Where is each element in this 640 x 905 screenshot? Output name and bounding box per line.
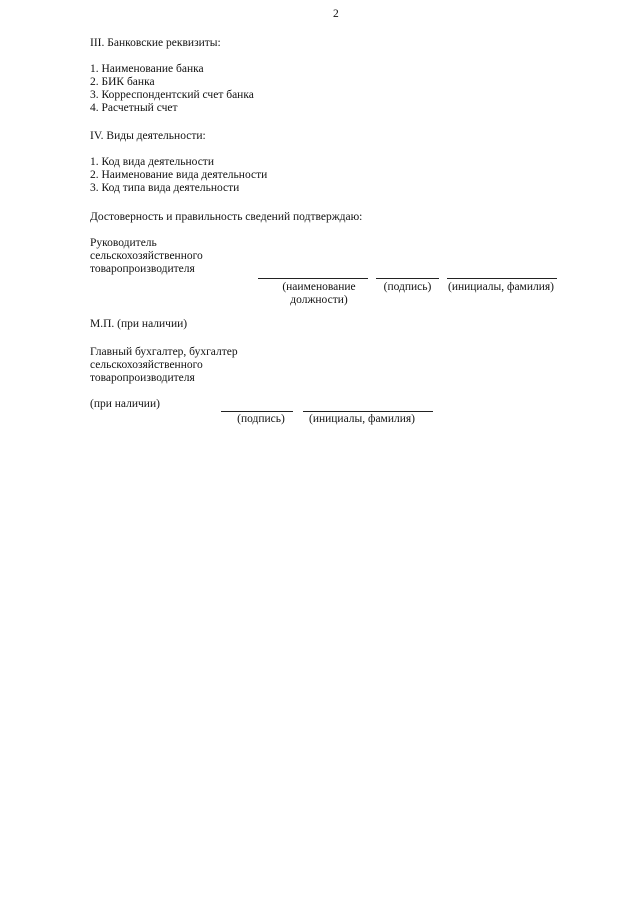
section3-item: 2. БИК банка [90,76,155,88]
accountant-label: сельскохозяйственного [90,359,203,371]
accountant-label: Главный бухгалтер, бухгалтер [90,346,238,358]
accountant-signature-caption: (подпись) [237,413,285,425]
section3-item: 4. Расчетный счет [90,102,178,114]
head-signature-line [376,278,439,279]
section4-item: 1. Код вида деятельности [90,156,214,168]
stamp-label: М.П. (при наличии) [90,318,188,330]
section4-heading: IV. Виды деятельности: [90,130,206,142]
head-signature-caption: (подпись) [383,281,432,293]
accountant-name-line [303,411,433,412]
accountant-label: товаропроизводителя [90,372,195,384]
head-name-caption: (инициалы, фамилия) [447,281,555,293]
head-label: сельскохозяйственного [90,250,203,262]
accountant-signature-line [221,411,293,412]
section3-heading: III. Банковские реквизиты: [90,37,221,49]
head-position-line [258,278,368,279]
page-number: 2 [333,8,339,20]
head-position-caption: (наименование [282,281,356,293]
section3-item: 3. Корреспондентский счет банка [90,89,254,101]
section4-item: 2. Наименование вида деятельности [90,169,268,181]
accountant-label: (при наличии) [90,398,160,410]
accountant-name-caption: (инициалы, фамилия) [308,413,416,425]
section4-item: 3. Код типа вида деятельности [90,182,240,194]
head-label: товаропроизводителя [90,263,195,275]
head-name-line [447,278,557,279]
head-label: Руководитель [90,237,157,249]
confirmation-text: Достоверность и правильность сведений подтверждаю: [90,211,363,223]
section3-item: 1. Наименование банка [90,63,204,75]
head-position-caption: должности) [290,294,348,306]
